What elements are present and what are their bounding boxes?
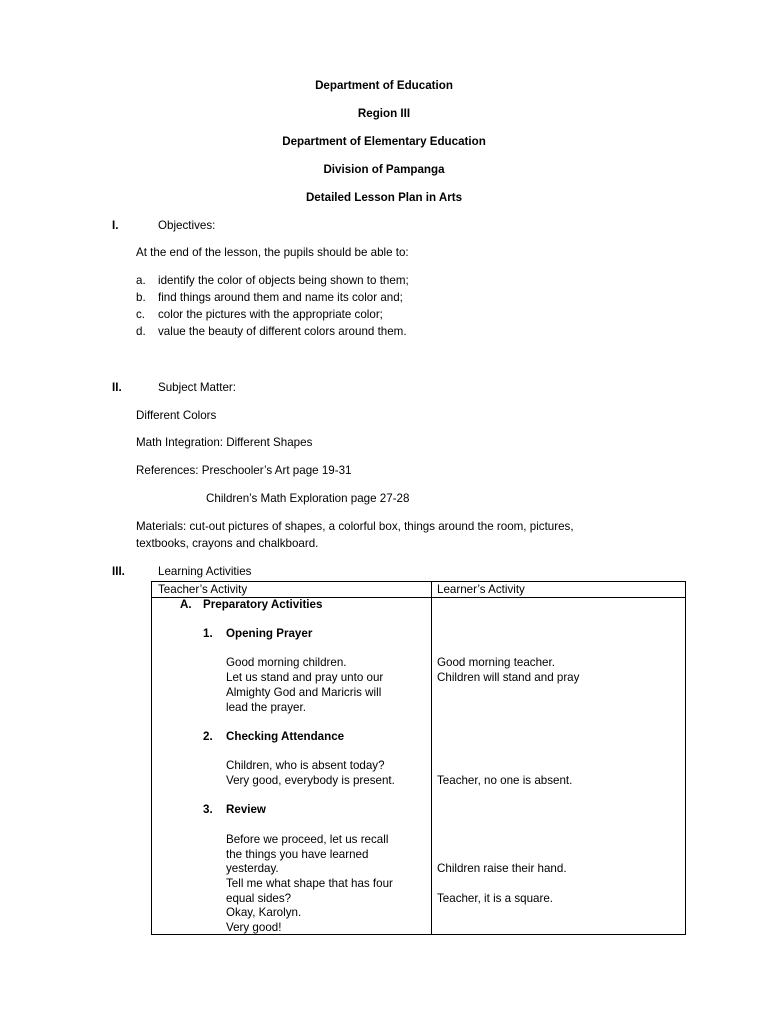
teacher-line: Before we proceed, let us recall xyxy=(226,833,389,846)
objectives-heading: Objectives: xyxy=(158,219,216,232)
learner-line: Teacher, no one is absent. xyxy=(437,774,573,787)
teacher-line: yesterday. xyxy=(226,862,279,875)
objective-item: find things around them and name its color and; xyxy=(158,291,403,304)
table-column-divider xyxy=(431,582,432,934)
teacher-line: the things you have learned xyxy=(226,848,369,861)
learner-line: Good morning teacher. xyxy=(437,656,555,669)
learning-activities-table xyxy=(151,581,686,935)
section-iii-numeral: III. xyxy=(112,565,125,578)
teacher-line: lead the prayer. xyxy=(226,701,306,714)
teacher-line: Very good, everybody is present. xyxy=(226,774,395,787)
learner-activity-header: Learner’s Activity xyxy=(437,583,525,596)
math-integration: Math Integration: Different Shapes xyxy=(136,436,313,449)
subject-matter-heading: Subject Matter: xyxy=(158,381,236,394)
teacher-line: Almighty God and Maricris will xyxy=(226,686,382,699)
objective-letter: c. xyxy=(136,308,146,321)
document-title: Detailed Lesson Plan in Arts xyxy=(305,191,463,204)
objectives-intro: At the end of the lesson, the pupils should be able to: xyxy=(136,246,409,259)
subject-topic: Different Colors xyxy=(136,409,217,422)
opening-prayer-heading: Opening Prayer xyxy=(226,627,313,640)
header-department: Department of Education xyxy=(315,79,453,92)
references-continued: Children’s Math Exploration page 27-28 xyxy=(206,492,410,505)
objective-item: color the pictures with the appropriate color; xyxy=(158,308,383,321)
step-3-number: 3. xyxy=(203,803,213,816)
step-2-number: 2. xyxy=(203,730,213,743)
review-heading: Review xyxy=(226,803,266,816)
teacher-line: Okay, Karolyn. xyxy=(226,906,302,919)
objective-letter: d. xyxy=(136,325,146,338)
header-elementary-education: Department of Elementary Education xyxy=(282,135,486,148)
section-i-numeral: I. xyxy=(112,219,119,232)
teacher-line: equal sides? xyxy=(226,892,292,905)
checking-attendance-heading: Checking Attendance xyxy=(226,730,345,743)
learner-line: Children raise their hand. xyxy=(437,862,567,875)
section-a-letter: A. xyxy=(180,598,192,611)
references: References: Preschooler’s Art page 19-31 xyxy=(136,464,352,477)
teacher-line: Tell me what shape that has four xyxy=(226,877,393,890)
learner-line: Children will stand and pray xyxy=(437,671,580,684)
teacher-activity-header: Teacher’s Activity xyxy=(158,583,248,596)
learner-line: Teacher, it is a square. xyxy=(437,892,553,905)
teacher-line: Let us stand and pray unto our xyxy=(226,671,384,684)
header-region: Region III xyxy=(357,107,411,120)
objective-item: identify the color of objects being shown to them; xyxy=(158,274,409,287)
header-division: Division of Pampanga xyxy=(323,163,445,176)
teacher-line: Good morning children. xyxy=(226,656,347,669)
preparatory-activities-heading: Preparatory Activities xyxy=(203,598,323,611)
teacher-line: Very good! xyxy=(226,921,282,934)
materials-line-2: textbooks, crayons and chalkboard. xyxy=(136,537,319,550)
section-ii-numeral: II. xyxy=(112,381,122,394)
teacher-line: Children, who is absent today? xyxy=(226,759,385,772)
step-1-number: 1. xyxy=(203,627,213,640)
objective-item: value the beauty of different colors around them. xyxy=(158,325,407,338)
objective-letter: a. xyxy=(136,274,146,287)
learning-activities-heading: Learning Activities xyxy=(158,565,252,578)
materials-line-1: Materials: cut-out pictures of shapes, a colorful box, things around the room, pictures, xyxy=(136,520,574,533)
objective-letter: b. xyxy=(136,291,146,304)
